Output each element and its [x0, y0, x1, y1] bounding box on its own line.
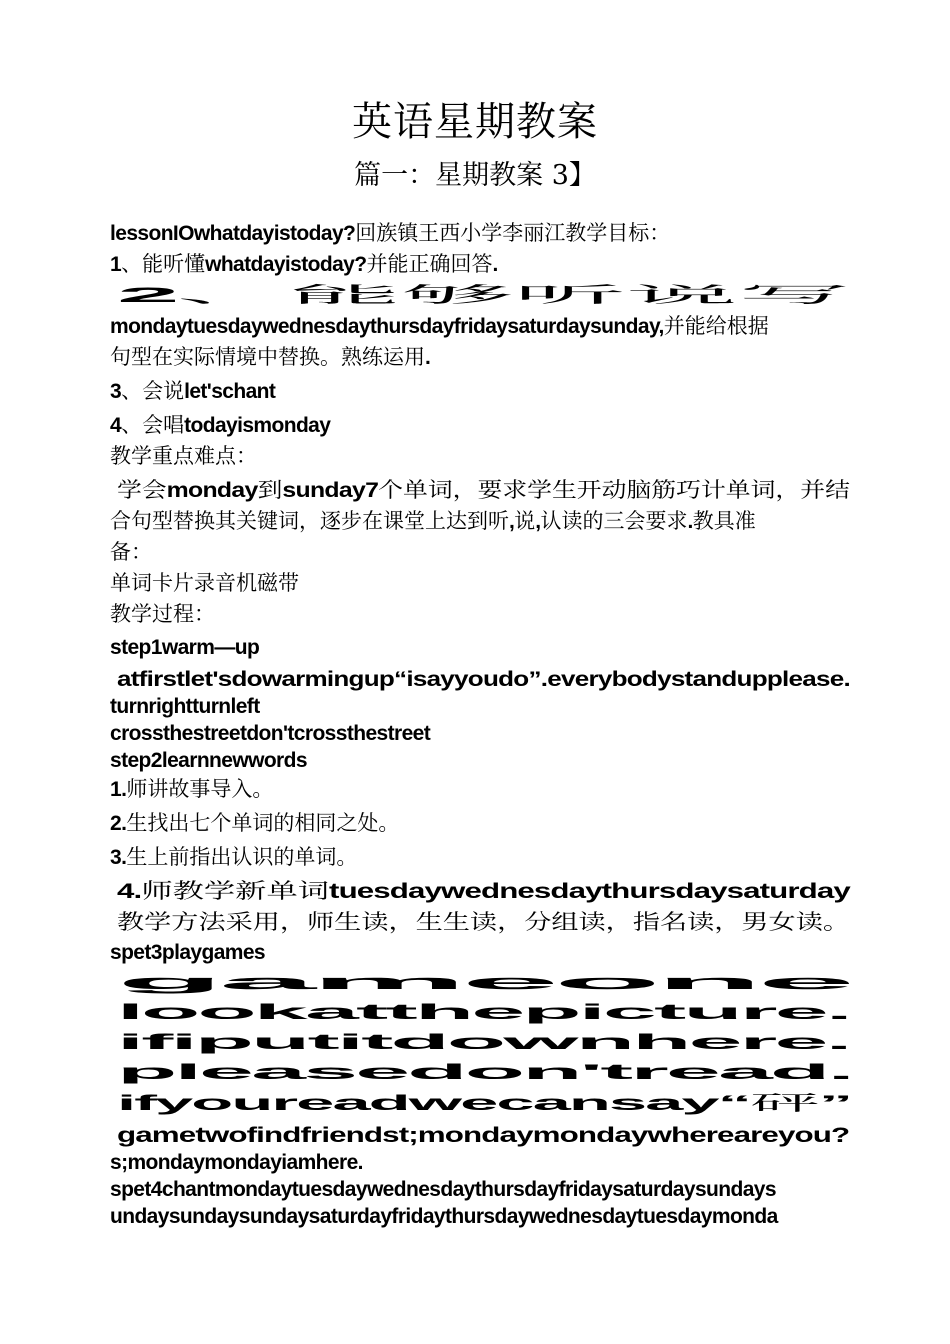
- text-line: spet3playgames: [110, 941, 266, 964]
- text-line: 2、能够听说写: [117, 283, 851, 307]
- text-line: ifyoureadwecansay“砰”: [117, 1091, 852, 1115]
- text-line: crossthestreetdon'tcrossthestreet: [110, 722, 431, 745]
- document-title: 英语星期教案: [352, 99, 598, 145]
- text-line: 2.生找出七个单词的相同之处。: [110, 811, 400, 835]
- text-line: ifiputitdownhere.: [117, 1031, 850, 1054]
- text-line: 学会monday到sunday7个单词，要求学生开动脑筋巧计单词，并结: [117, 478, 850, 502]
- text-line: step2learnnewwords: [110, 749, 307, 772]
- text-line: lookatthepicture.: [117, 1001, 850, 1024]
- text-line: 1、能听懂whatdayistoday?并能正确回答.: [110, 252, 498, 276]
- text-line: turnrightturnleft: [110, 695, 260, 718]
- text-line: 教学过程：: [110, 602, 215, 626]
- document-body: [110, 218, 853, 1230]
- text-line: 句型在实际情境中替换。熟练运用.: [110, 345, 431, 369]
- text-line: 单词卡片录音机磁带: [110, 571, 299, 595]
- text-line: 1.师讲故事导入。: [110, 777, 274, 801]
- text-line: pleasedon'tread.: [117, 1061, 853, 1084]
- text-line: spet4chantmondaytuesdaywednesdaythursdayfridaysaturdaysundays: [110, 1178, 776, 1201]
- text-line: gametwofindfriendst;mondaymondaywhereareyou?: [117, 1124, 850, 1147]
- text-line: 3、会说let'schant: [110, 379, 276, 403]
- text-line: 教学重点难点：: [110, 444, 257, 468]
- text-line: atfirstlet'sdowarmingup“isayyoudo”.everybodystandupplease.: [117, 668, 851, 691]
- text-line: mondaytuesdaywednesdaythursdayfridaysaturdaysunday,并能给根据: [110, 314, 769, 338]
- text-line: s;mondaymondayiamhere.: [110, 1151, 363, 1174]
- document-subtitle: 篇一：星期教案 3】: [354, 160, 596, 191]
- text-line: 备：: [110, 540, 152, 564]
- text-line: 3.生上前指出认识的单词。: [110, 845, 358, 869]
- text-line: undaysundaysundaysaturdayfridaythursdaywednesdaytuesdaymonda: [110, 1205, 778, 1228]
- text-line: 教学方法采用，师生读，生生读，分组读，指名读，男女读。: [117, 910, 850, 934]
- text-line: 4.师教学新单词tuesdaywednesdaythursdaysaturday: [117, 879, 850, 903]
- text-line: 4、会唱todayismonday: [110, 413, 331, 437]
- text-line: step1warm—up: [110, 636, 260, 659]
- text-line: gameone: [117, 971, 850, 994]
- text-line: 合句型替换其关键词，逐步在课堂上达到听,说,认读的三会要求.教具准: [110, 509, 756, 533]
- text-line: lessonIOwhatdayistoday?回族镇王西小学李丽江教学目标：: [110, 221, 671, 245]
